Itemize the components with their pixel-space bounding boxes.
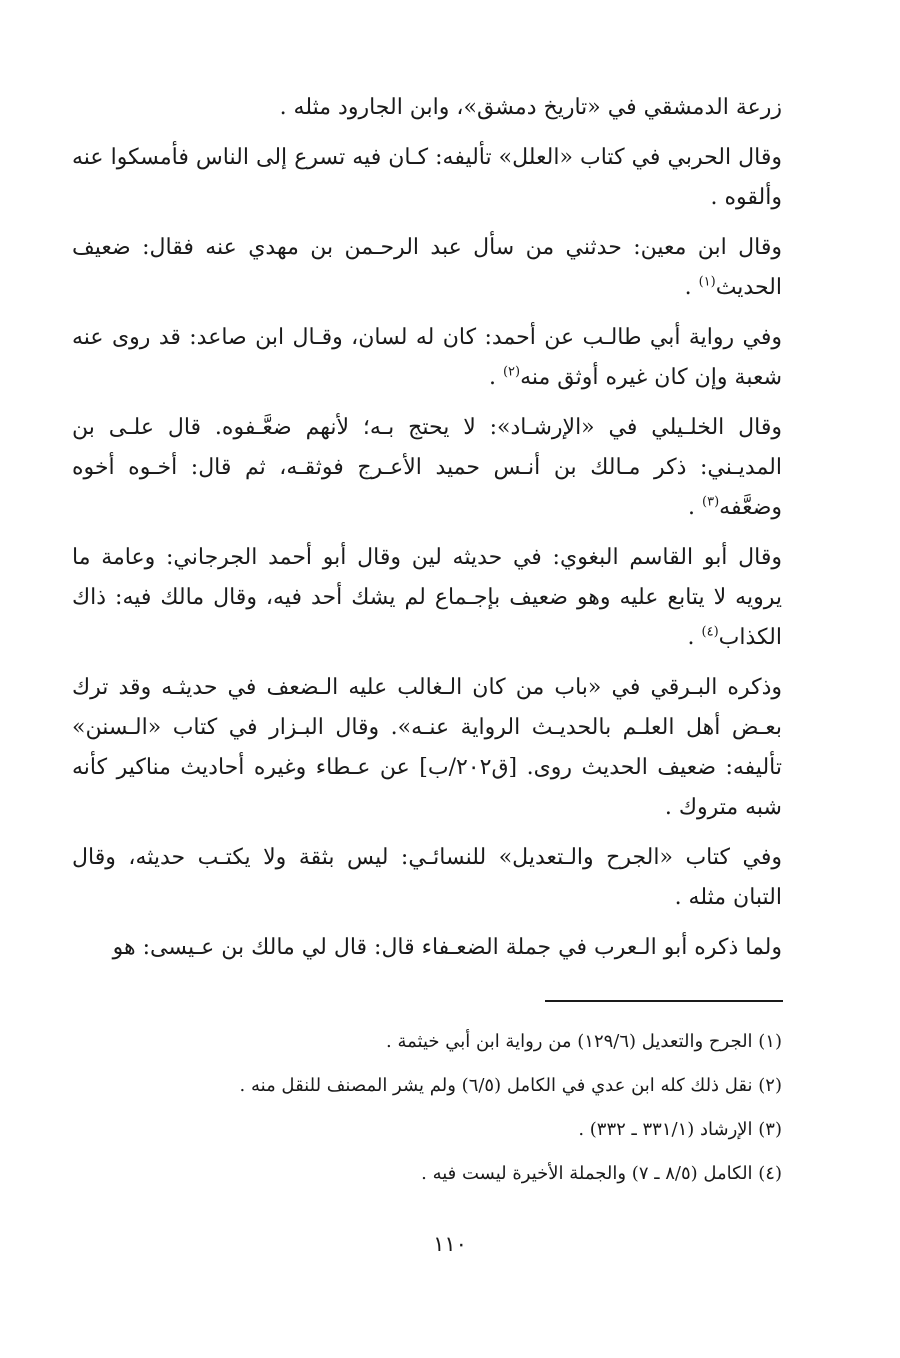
footnote: (١) الجرح والتعديل (١٢٩/٦) من رواية ابن أبي خيثمة .: [386, 1031, 782, 1052]
paragraph: وفي رواية أبي طالـب عن أحمد: كان له لسان، وقـال ابن صاعد: قد روى عنه شعبة وإن كان غيره أوثق منه$^{(٢)}$ .: [72, 325, 782, 390]
footnote: (٣) الإرشاد (٣٣١/١ ـ ٣٣٢) .: [578, 1119, 782, 1140]
paragraph-text: ولما ذكره أبو الـعرب في جملة الضعـفاء قال: قال لي مالك بن عـيسى: هو: [112, 935, 782, 960]
main-text: [72, 88, 782, 968]
paragraph: وقال الخلـيلي في «الإرشـاد»: لا يحتج بـه؛ لأنهم ضعَّـفوه. قال علـى بن المديـني: ذكر مـالك بن أنـس حميد الأعـرج فوثقـه، ثم قال: أخـوه أخوه وضعَّفه$^{(٣)}$ .: [72, 415, 782, 520]
footnote-marker: (٢): [502, 364, 521, 380]
paragraph: [72, 88, 782, 128]
paragraph-text: وقال الخلـيلي في «الإرشـاد»: لا يحتج بـه؛ لأنهم ضعَّـفوه. قال علـى بن المديـني: ذكر مـالك بن أنـس حميد الأعـرج فوثقـه، ثم قال: أخـوه أخوه وضعَّفه: [72, 415, 782, 520]
footnotes: [72, 1020, 782, 1196]
paragraph: وقال أبو القاسم البغوي: في حديثه لين وقال أبو أحمد الجرجاني: وعامة ما يرويه لا يتابع عليه وهو ضعيف بإجـماع لم يشك أحد فيه، وقال مالك فيه: ذاك الكذاب$^{(٤)}$ .: [72, 545, 782, 650]
footnote-marker: (١): [698, 274, 716, 290]
paragraph: وقال ابن معين: حدثني من سأل عبد الرحـمن بن مهدي عنه فقال: ضعيف الحديث$^{(١)}$ .: [72, 235, 782, 300]
paragraph-text: زرعة الدمشقي في «تاريخ دمشق»، وابن الجارود مثله .: [279, 95, 782, 120]
paragraph-text: وقال أبو القاسم البغوي: في حديثه لين وقال أبو أحمد الجرجاني: وعامة ما يرويه لا يتابع عليه وهو ضعيف بإجـماع لم يشك أحد فيه، وقال مالك فيه: ذاك الكذاب: [72, 545, 782, 650]
paragraph: [72, 838, 782, 918]
footnote-separator: [545, 1000, 783, 1002]
footnote: (٢) نقل ذلك كله ابن عدي في الكامل (٦/٥) ولم يشر المصنف للنقل منه .: [239, 1075, 782, 1096]
page-number: ١١٠: [433, 1232, 467, 1256]
paragraph: [72, 928, 782, 968]
footnote: (٤) الكامل (٨/٥ ـ ٧) والجملة الأخيرة ليست فيه .: [421, 1163, 782, 1184]
paragraph-text: وقال ابن معين: حدثني من سأل عبد الرحـمن بن مهدي عنه فقال: ضعيف الحديث: [72, 235, 782, 300]
paragraph-text: وفي كتاب «الجرح والـتعديل» للنسائـي: ليس بثقة ولا يكتـب حديثه، وقال التبان مثله .: [72, 845, 782, 910]
footnote-marker: (٣): [702, 494, 720, 510]
paragraph: [72, 138, 782, 218]
footnote-marker: (٤): [701, 624, 719, 640]
paragraph-text: وفي رواية أبي طالـب عن أحمد: كان له لسان، وقـال ابن صاعد: قد روى عنه شعبة وإن كان غيره أوثق منه: [72, 325, 782, 390]
paragraph: [72, 668, 782, 828]
paragraph-text: وقال الحربي في كتاب «العلل» تأليفه: كـان فيه تسرع إلى الناس فأمسكوا عنه وألقوه .: [72, 145, 782, 210]
paragraph-text: وذكره البـرقي في «باب من كان الـغالب عليه الـضعف في حديثـه وقد ترك بعـض أهل العلـم بالحديـث الرواية عنـه». وقال البـزار في كتاب «الـسنن» تأليفه: ضعيف الحديث روى. [ق٢٠٢/ب] عن عـطاء وغيره أحاديث مناكير كأنه شبه متروك .: [72, 675, 782, 820]
